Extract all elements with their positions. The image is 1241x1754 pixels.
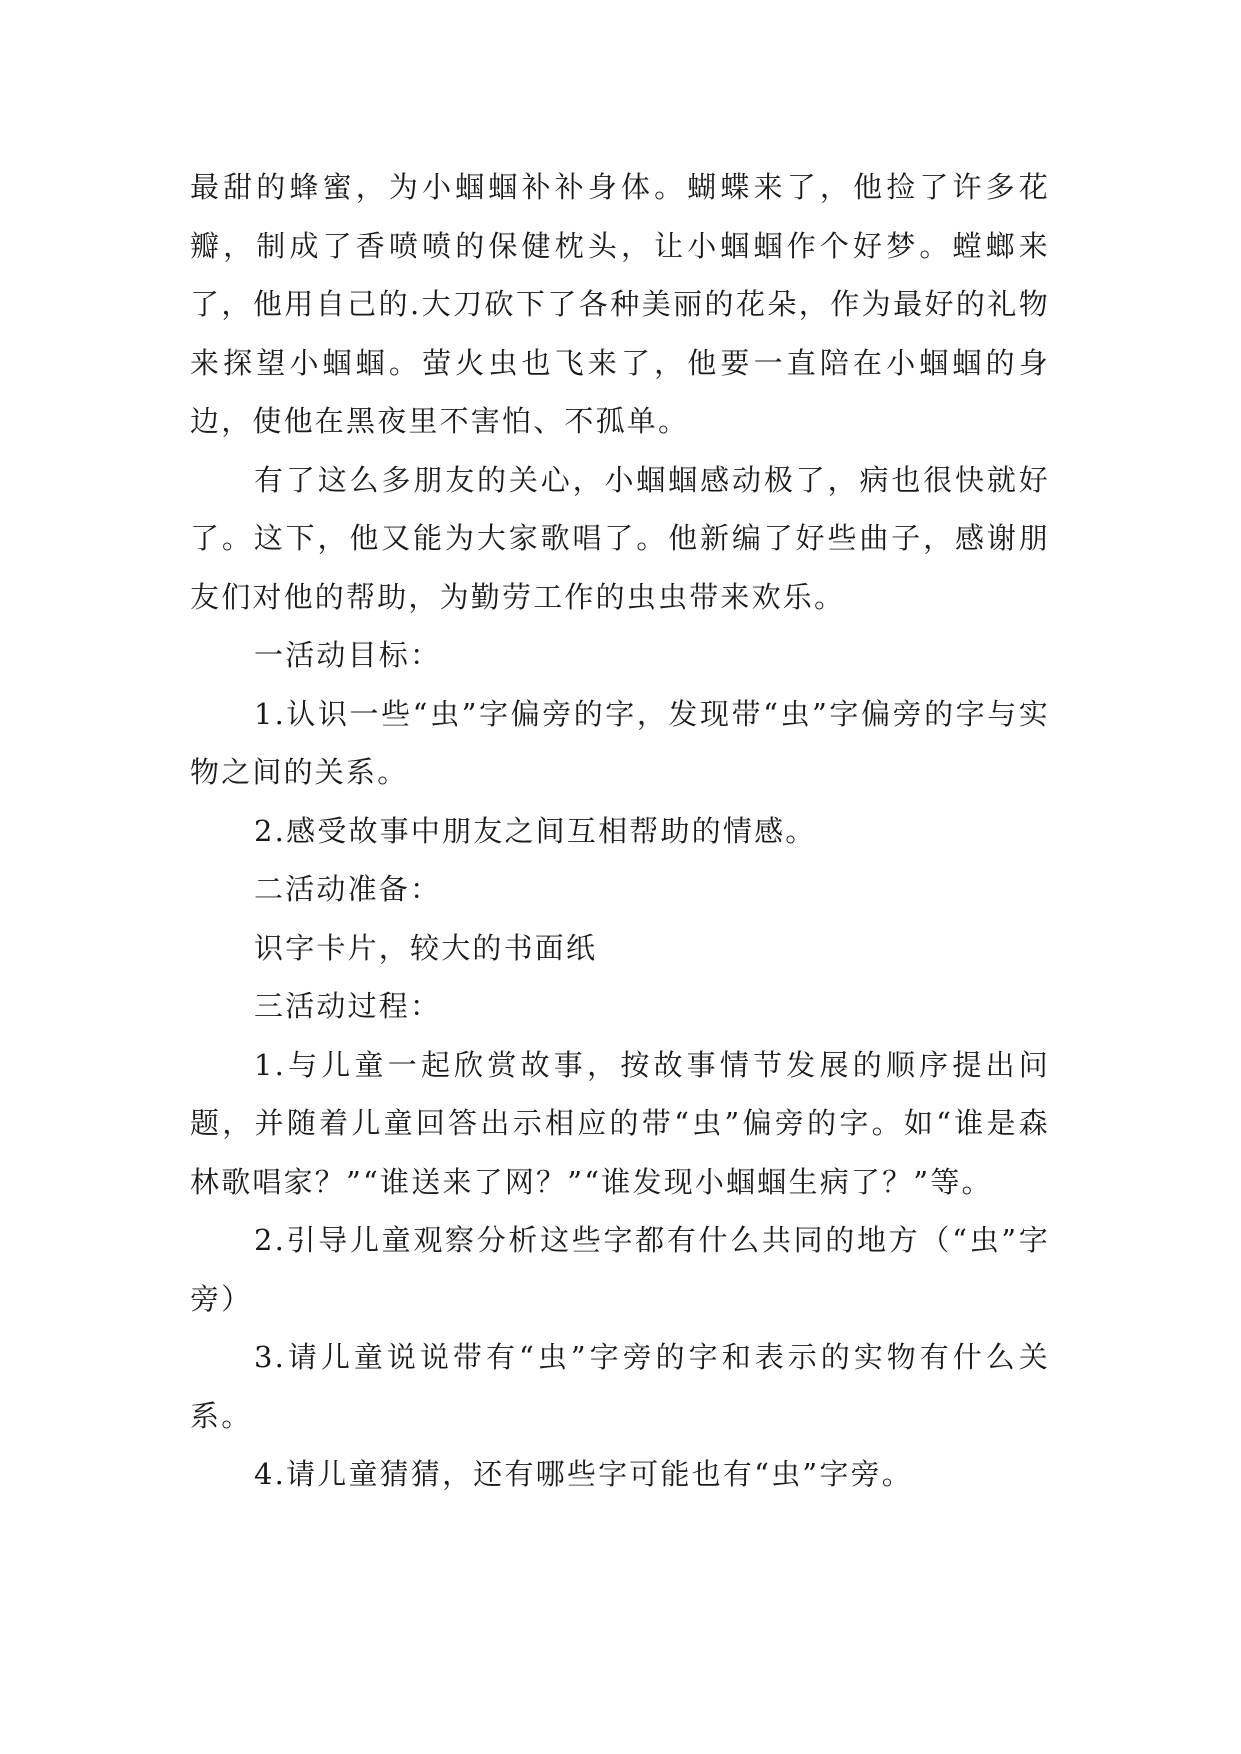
process-step-1: 1.与儿童一起欣赏故事，按故事情节发展的顺序提出问题，并随着儿童回答出示相应的带“虫”偏旁的字。如“谁是森林歌唱家？”“谁送来了网？”“谁发现小蝈蝈生病了？”等。: [190, 1047, 1050, 1199]
paragraph-story-ending: 有了这么多朋友的关心，小蝈蝈感动极了，病也很快就好了。这下，他又能为大家歌唱了。他新编了好些曲子，感谢朋友们对他的帮助，为勤劳工作的虫虫带来欢乐。: [190, 462, 1050, 614]
process-step-3: 3.请儿童说说带有“虫”字旁的字和表示的实物有什么关系。: [190, 1340, 1050, 1433]
heading-activity-goals: 一活动目标：: [254, 638, 442, 672]
goal-item-1: 1.认识一些“虫”字偏旁的字，发现带“虫”字偏旁的字与实物之间的关系。: [190, 696, 1050, 789]
process-step-4: 4.请儿童猜猜，还有哪些字可能也有“虫”字旁。: [254, 1457, 913, 1491]
goal-item-2: 2.感受故事中朋友之间互相帮助的情感。: [254, 813, 817, 848]
process-step-2: 2.引导儿童观察分析这些字都有什么共同的地方（“虫”字旁）: [190, 1223, 1050, 1316]
heading-activity-preparation: 二活动准备：: [254, 872, 442, 906]
document-body: [190, 158, 1050, 1504]
preparation-materials: 识字卡片，较大的书面纸: [254, 930, 598, 965]
paragraph-story-continuation: 最甜的蜂蜜，为小蝈蝈补补身体。蝴蝶来了，他捡了许多花瓣，制成了香喷喷的保健枕头，让小蝈蝈作个好梦。螳螂来了，他用自己的.大刀砍下了各种美丽的花朵，作为最好的礼物来探望小蝈蝈。萤火虫也飞来了，他要一直陪在小蝈蝈的身边，使他在黑夜里不害怕、不孤单。: [190, 170, 1050, 438]
heading-activity-process: 三活动过程：: [254, 989, 442, 1023]
